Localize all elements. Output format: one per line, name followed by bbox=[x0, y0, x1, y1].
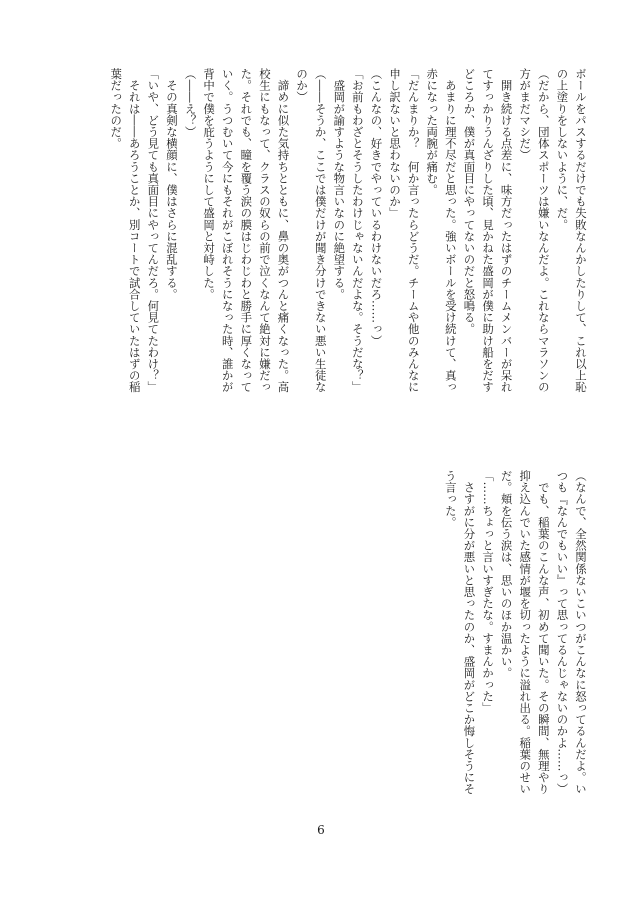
text-column: 方がまだマシだ） bbox=[518, 68, 533, 161]
text-column: 校生にもなって、クラスの奴らの前で泣くなんて絶対に嫌だっ bbox=[257, 68, 272, 393]
text-column: 申し訳ないと思わないのか」 bbox=[388, 68, 403, 219]
text-column: （こんなの、好きでやっているわけないだろ……っ） bbox=[369, 68, 384, 347]
text-column: それは――あろうことか、別コートで試合していたはずの稲 bbox=[127, 68, 142, 393]
page-number: 6 bbox=[317, 823, 325, 837]
text-column: （なんで、全然関係ないこいつがこんなに怒ってるんだよ。い bbox=[574, 470, 588, 795]
text-column: 背中で僕を庇うようにして盛岡と対峙した。 bbox=[202, 68, 217, 300]
text-column: 「お前もわざとそうしたわけじゃないんだよな。そうだな？」 bbox=[350, 68, 365, 393]
text-column: 「……ちょっと言いすぎたな。すまんかった」 bbox=[481, 470, 496, 714]
text-column: のか） bbox=[295, 68, 310, 103]
text-column: （――そうか、ここでは僕だけが聞き分けできない悪い生徒な bbox=[313, 68, 328, 393]
text-column: 抑え込んでいた感情が堰を切ったように溢れ出る。稲葉のせい bbox=[518, 470, 533, 795]
text-column: あまりに理不尽だと思った。強いボールを受け続けて、真っ bbox=[443, 68, 458, 393]
text-column: 赤になった両腕が痛む。 bbox=[425, 68, 440, 196]
text-column: う言った。 bbox=[443, 470, 458, 528]
text-column: の上塗りをしないように、だ。 bbox=[555, 68, 570, 231]
text-column: た。それでも、瞳を覆う涙の膜はじわじわと勝手に厚くなって bbox=[239, 68, 254, 393]
text-column: （――え？） bbox=[183, 68, 198, 138]
text-column: でも、稲葉のこんな声、初めて聞いた。その瞬間、無理やり bbox=[536, 470, 551, 795]
text-column: ボールをパスするだけでも失敗なんかしたりして、これ以上恥 bbox=[574, 68, 588, 393]
upper-text-block bbox=[30, 68, 590, 436]
text-column: さすがに分が悪いと思ったのか、盛岡がどこか悔しそうにそ bbox=[462, 470, 477, 795]
text-column: 葉だったのだ。 bbox=[109, 68, 124, 150]
text-column: 諦めに似た気持ちとともに、鼻の奥がつんと痛くなった。高 bbox=[276, 68, 291, 393]
lower-text-block bbox=[410, 470, 590, 800]
text-column: 開き続ける点差に、味方だったはずのチームメンバーが呆れ bbox=[499, 68, 514, 393]
text-column: その真剣な横顔に、僕はさらに混乱する。 bbox=[164, 68, 179, 300]
text-column: （だから、団体スポーツは嫌いなんだよ。これならマラソンの bbox=[536, 68, 551, 393]
text-column: どころか、僕が真面目にやってないのだと怒鳴る。 bbox=[462, 68, 477, 335]
text-column: てすっかりうんざりした頃、見かねた盛岡が僕に助け船をだす bbox=[481, 68, 496, 393]
text-column: 盛岡が諭すような物言いなのに絶望する。 bbox=[332, 68, 347, 300]
text-column: 「だんまりか？ 何か言ったらどうだ。チームや他のみんなに bbox=[406, 68, 421, 393]
text-column: いく。うつむいて今にもそれがこぼれそうになった時、誰かが bbox=[220, 68, 235, 393]
text-column: つも『なんでもいい』って思ってるんじゃないのかよ……っ） bbox=[555, 470, 570, 795]
text-column: だ。頬を伝う涙は、思いのほか温かい。 bbox=[499, 470, 514, 679]
text-column: 「いや、どう見ても真面目にやってんだろ。何見てたわけ？」 bbox=[146, 68, 161, 393]
